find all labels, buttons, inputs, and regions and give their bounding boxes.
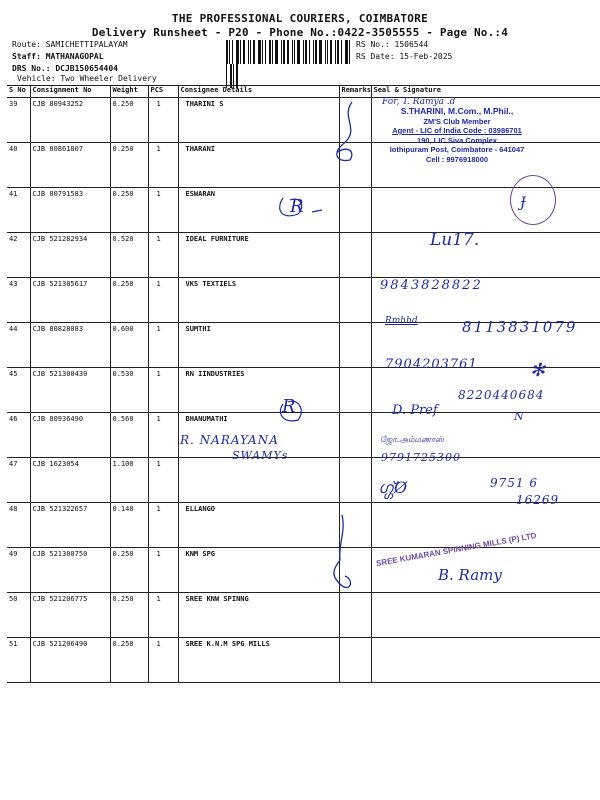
cell-weight: 0.250	[110, 278, 148, 323]
handwritten-phone: 9751 6	[490, 476, 538, 490]
vehicle-label: Vehicle: Two Wheeler Delivery	[17, 74, 157, 83]
cell-sno: 46	[7, 413, 30, 458]
handwritten-consignee: SWAMYs	[232, 449, 289, 462]
cell-weight: 0.530	[110, 368, 148, 413]
cell-weight: 0.250	[110, 548, 148, 593]
handwritten-signature: Rmhhd	[385, 316, 418, 326]
cell-pcs: 1	[148, 98, 178, 143]
cell-pcs: 1	[148, 278, 178, 323]
cell-consignment-no: CJB 521300430	[30, 368, 110, 413]
cell-weight: 0.250	[110, 98, 148, 143]
cell-consignment-no: CJB 521305617	[30, 278, 110, 323]
cell-weight: 0.520	[110, 233, 148, 278]
cell-consignment-no: CJB 80943252	[30, 98, 110, 143]
handwritten-circle	[280, 401, 301, 421]
cell-consignment-no: CJB 80791583	[30, 188, 110, 233]
cell-weight: 0.250	[110, 638, 148, 683]
cell-consignee: RN IINDUSTRIES	[178, 368, 339, 413]
cell-consignment-no: CJB 80828083	[30, 323, 110, 368]
handwritten-phone: 7904203761	[385, 357, 478, 372]
cell-consignment-no: CJB 1623054	[30, 458, 110, 503]
handwritten-signature: For, T. Ramya .d	[382, 97, 456, 107]
cell-sno: 44	[7, 323, 30, 368]
cell-pcs: 1	[148, 188, 178, 233]
handwritten-phone: 8113831079	[462, 318, 578, 336]
col-header-pcs: PCS	[148, 86, 178, 98]
cell-weight: 0.600	[110, 323, 148, 368]
cell-consignment-no: CJB 521322657	[30, 503, 110, 548]
cell-consignee: IDEAL FURNITURE	[178, 233, 339, 278]
handwritten-mark: ✻	[530, 360, 546, 381]
cell-weight: 0.250	[110, 188, 148, 233]
cell-weight: 0.140	[110, 503, 148, 548]
cell-pcs: 1	[148, 233, 178, 278]
handwritten-phone: 16269	[516, 493, 560, 507]
handwritten-scribble	[334, 515, 351, 588]
handwritten-scribble	[337, 102, 352, 161]
cell-pcs: 1	[148, 368, 178, 413]
document-title: THE PROFESSIONAL COURIERS, COIMBATORE	[171, 12, 429, 25]
handwritten-circle	[280, 198, 302, 216]
cell-sno: 43	[7, 278, 30, 323]
rs-number: RS No.: 1506544	[356, 40, 429, 49]
cell-consignee: SREE KNW SPINNG	[178, 593, 339, 638]
cell-consignee: ELLANGO	[178, 503, 339, 548]
stamp-line: S.THARINI, M.Com., M.Phil.,	[400, 106, 514, 116]
col-header-consignment: Consignment No	[30, 86, 110, 98]
staff-label: Staff: MATHANAGOPAL	[12, 52, 104, 61]
cell-pcs: 1	[148, 548, 178, 593]
stamp-line: Cell : 9976918000	[425, 154, 489, 164]
cell-sno: 41	[7, 188, 30, 233]
cell-sno: 48	[7, 503, 30, 548]
handwritten-signature: ஜோ.அம்மணாஸ்	[380, 435, 444, 444]
cell-consignment-no: CJB 521206490	[30, 638, 110, 683]
handwritten-mark: R	[282, 396, 296, 417]
handwritten-mark: R	[290, 196, 304, 217]
cell-sno: 39	[7, 98, 30, 143]
cell-pcs: 1	[148, 503, 178, 548]
cell-consignee: THARANI	[178, 143, 339, 188]
document-subtitle: Delivery Runsheet - P20 - Phone No.:0422-3505555 - Page No.:4	[91, 26, 509, 39]
cell-pcs: 1	[148, 458, 178, 503]
cell-sno: 47	[7, 458, 30, 503]
col-header-sno: S No	[7, 86, 30, 98]
cell-pcs: 1	[148, 638, 178, 683]
cell-sno: 50	[7, 593, 30, 638]
handwritten-phone: 8220440684	[458, 388, 545, 402]
cell-pcs: 1	[148, 593, 178, 638]
col-header-consignee: Consignee Details	[178, 86, 339, 98]
handwritten-consignee: R. NARAYANA	[180, 433, 279, 447]
cell-sno: 51	[7, 638, 30, 683]
cell-consignee: VKS TEXTIELS	[178, 278, 339, 323]
cell-pcs: 1	[148, 143, 178, 188]
cell-weight: 0.250	[110, 143, 148, 188]
cell-consignee: ESWARAN	[178, 188, 339, 233]
handwritten-phone: 9843828822	[380, 278, 483, 293]
rs-date: RS Date: 15-Feb-2025	[356, 52, 453, 61]
company-stamp: SREE KUMARAN SPINNING MILLS (P) LTD	[375, 530, 538, 569]
cell-sno: 45	[7, 368, 30, 413]
col-header-weight: Weight	[110, 86, 148, 98]
cell-weight: 1.100	[110, 458, 148, 503]
stamp-line: Agent - LIC of India Code : 03986701	[392, 126, 522, 135]
handwritten-note: N	[514, 410, 524, 423]
cell-consignee: SREE K.N.M SPG MILLS	[178, 638, 339, 683]
stamp-line: Iothipuram Post, Coimbatore - 641047	[389, 145, 525, 154]
cell-consignee: KNM SPG	[178, 548, 339, 593]
col-header-seal: Seal & Signature	[371, 86, 600, 98]
cell-consignee: SUMTHI	[178, 323, 339, 368]
cell-sno: 49	[7, 548, 30, 593]
handwritten-signature: ഗ്ഗ്Ø	[378, 478, 408, 497]
cell-consignment-no: CJB 521300750	[30, 548, 110, 593]
cell-pcs: 1	[148, 413, 178, 458]
handwritten-mark: Ɉ	[520, 195, 526, 211]
handwritten-signature: B. Ramy	[438, 566, 502, 584]
handwritten-phone: 9791725300	[381, 451, 461, 464]
cell-sno: 40	[7, 143, 30, 188]
cell-consignment-no: CJB 80936490	[30, 413, 110, 458]
cell-consignment-no: CJB 80861807	[30, 143, 110, 188]
stamp-line: 190, LIC Siva Complex	[416, 135, 498, 145]
col-header-remarks: Remarks	[339, 86, 371, 98]
handwritten-signature: D. Pref	[392, 403, 438, 418]
handwritten-signature: Lu17.	[430, 230, 480, 250]
route-label: Route: SAMICHETTIPALAYAM	[12, 40, 128, 49]
cell-weight: 0.250	[110, 593, 148, 638]
handwritten-dash	[312, 210, 322, 212]
cell-sno: 42	[7, 233, 30, 278]
stamp-line: ZM'S Club Member	[423, 116, 491, 126]
drs-label: DRS No.: DCJB150654404	[12, 64, 118, 73]
cell-pcs: 1	[148, 323, 178, 368]
cell-consignee: BHANUMATHI	[178, 413, 339, 458]
cell-weight: 0.560	[110, 413, 148, 458]
cell-consignment-no: CJB 521282934	[30, 233, 110, 278]
cell-consignee: THARINI S	[178, 98, 339, 143]
cell-consignment-no: CJB 521206775	[30, 593, 110, 638]
